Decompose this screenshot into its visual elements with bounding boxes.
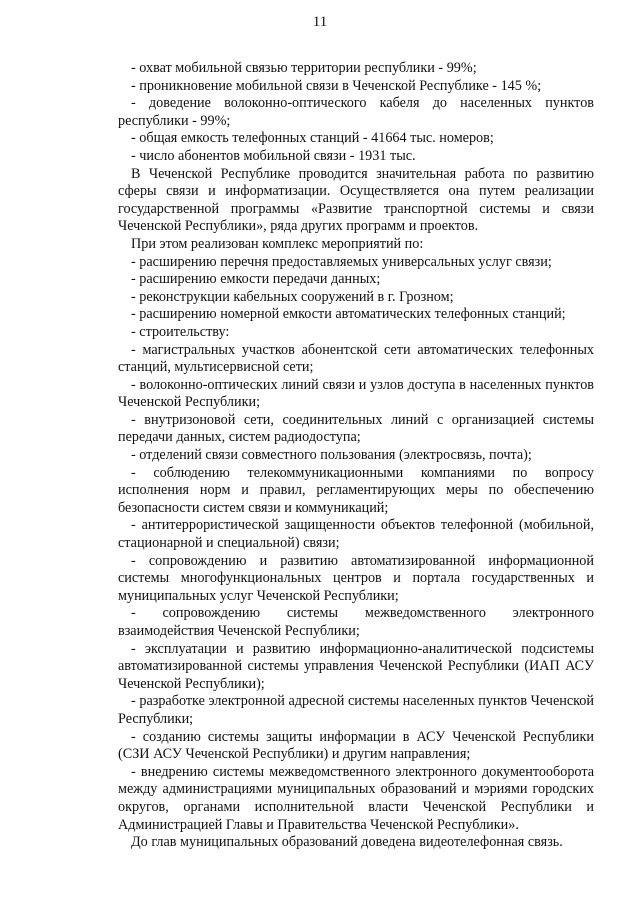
paragraph: - отделений связи совместного пользования (электросвязь, почта); (131, 447, 532, 464)
paragraph: - разработке электронной адресной системы населенных пунктов Чеченской Республики; (118, 693, 594, 727)
paragraph: - расширению емкости передачи данных; (131, 271, 381, 288)
page-number: 11 (312, 14, 328, 30)
paragraph: - антитеррористической защищенности объектов телефонной (мобильной, стационарной и специальной) связи; (118, 517, 594, 552)
paragraph: - эксплуатации и развитию информационно-аналитической подсистемы автоматизированной системы управления Чеченской Республики (ИАП АСУ Чеченской Республики); (118, 640, 594, 692)
paragraph: - реконструкции кабельных сооружений в г. Грозном; (131, 288, 454, 305)
paragraph: - сопровождению системы межведомственного электронного взаимодействия Чеченской Республики; (118, 605, 594, 639)
paragraph: - волоконно-оптических линий связи и узлов доступа в населенных пунктов Чеченской Республики; (118, 376, 594, 411)
paragraph: - внедрению системы межведомственного электронного документооборота между администрациями муниципальных образований и мэриями городских округов, органами исполнительной власти Чеченской Республики и Администрацией Главы и Правительства Чеченской Республики». (118, 763, 594, 833)
paragraph: - число абонентов мобильной связи - 1931 тыс. (131, 147, 416, 164)
paragraph: В Чеченской Республике проводится значительная работа по развитию сферы связи и информатизации. Осуществляется она путем реализации государственной программы «Развитие транспортной системы и связи Чеченской Республики», ряда других программ и проектов. (118, 165, 594, 235)
paragraph: - строительству: (131, 323, 230, 340)
paragraph: - общая емкость телефонных станций - 41664 тыс. номеров; (131, 130, 494, 147)
paragraph: - проникновение мобильной связи в Чеченской Республике - 145 %; (131, 77, 542, 94)
paragraph: - созданию системы защиты информации в АСУ Чеченской Республики (СЗИ АСУ Чеченской Республики) и другим направления; (118, 728, 594, 763)
paragraph: - соблюдению телекоммуникационными компаниями по вопросу исполнения норм и правил, регламентирующих меры по обеспечению безопасности систем связи и коммуникаций; (118, 464, 594, 516)
paragraph: - сопровождению и развитию автоматизированной информационной системы многофункциональных центров и портала государственных и муниципальных услуг Чеченской Республики; (118, 552, 594, 604)
paragraph: - магистральных участков абонентской сети автоматических телефонных станций, мультисервисной сети; (118, 341, 594, 376)
paragraph: - внутризоновой сети, соединительных линий с организацией системы передачи данных, систем радиодоступа; (118, 411, 594, 446)
paragraph: - расширению номерной емкости автоматических телефонных станций; (131, 306, 566, 323)
paragraph: - расширению перечня предоставляемых универсальных услуг связи; (131, 253, 552, 270)
paragraph: До глав муниципальных образований доведена видеотелефонная связь. (131, 834, 563, 851)
paragraph: - охват мобильной связью территории республики - 99%; (131, 60, 477, 76)
body-text (118, 60, 594, 852)
paragraph: При этом реализован комплекс мероприятий по: (131, 235, 424, 252)
paragraph: - доведение волоконно-оптического кабеля до населенных пунктов республики - 99%; (118, 95, 594, 129)
